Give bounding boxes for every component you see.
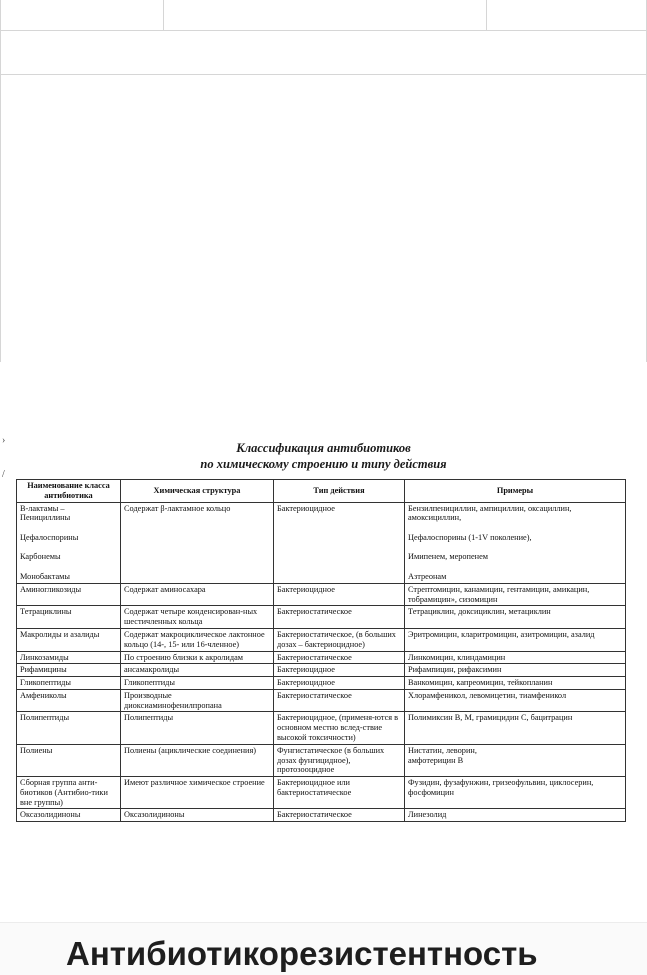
- cell-examples: [405, 606, 626, 629]
- cell-text: Бактериоцидное или бактериостатическое: [277, 778, 352, 797]
- cell-text: Фунгистатическое (в больших дозах фунгицидное), протозооцидное: [277, 745, 385, 775]
- cell-text: Производные диоксиаминофенилпропана: [124, 690, 222, 710]
- cell-text: Гликопептиды: [124, 678, 175, 688]
- cell-structure: [121, 712, 274, 744]
- cell-examples: [405, 809, 626, 822]
- cell-class: [17, 744, 121, 776]
- cell-examples: [405, 651, 626, 664]
- cell-text: Стрептомицин, канамицин, гентамицин, амикацин, тобрамицин», сизомицин: [408, 584, 590, 604]
- cell-action: [274, 502, 405, 583]
- cell-text: Эритромицин, кларитромицин, азитромицин, азалид: [408, 629, 595, 639]
- cell-action: [274, 712, 405, 744]
- cell-text: Линкомицин, клиндамицин: [408, 652, 506, 662]
- cell-class: [17, 664, 121, 677]
- cell-text: Бактериоцидное: [277, 503, 335, 513]
- cell-action: [274, 777, 405, 809]
- cell-examples: [405, 677, 626, 690]
- antibiotics-classification-table: [16, 479, 626, 822]
- table-row: [17, 628, 626, 651]
- cell-text: Полипептиды: [20, 713, 70, 723]
- cell-text: Хлорамфеникол, левомицетин, тиамфеникол: [408, 690, 567, 700]
- cell-text: Рифампицин, рифаксимин: [408, 665, 502, 675]
- cell-class: [17, 628, 121, 651]
- cell-text: Линкозамиды: [20, 652, 69, 662]
- cell-structure: [121, 777, 274, 809]
- table-rule: [0, 30, 647, 31]
- cell-text: Содержат аминосахара: [124, 584, 206, 594]
- cell-text: Бензилпенициллин, ампициллин, оксациллин, амоксициллин, Цефалоспорины (1-1V поколение), Имипенем, меропенем Азтреонам: [408, 503, 572, 582]
- cell-structure: [121, 689, 274, 712]
- table-row: [17, 664, 626, 677]
- cell-examples: [405, 744, 626, 776]
- cell-structure: [121, 583, 274, 606]
- table-row: [17, 712, 626, 744]
- cell-text: Полиены (ациклические соединения): [124, 745, 257, 755]
- section-heading: Антибиотикорезистентность: [66, 935, 538, 972]
- cell-text: Амфениколы: [20, 690, 67, 700]
- table-row: [17, 689, 626, 712]
- cell-action: [274, 809, 405, 822]
- cell-text: Бактериостатическое: [277, 690, 352, 700]
- cell-text: Аминогликозиды: [20, 584, 82, 594]
- cell-text: Содержат макроциклическое лактонное кольцо (14-, 15- или 16-членное): [124, 629, 265, 649]
- cell-structure: [121, 664, 274, 677]
- cell-class: [17, 712, 121, 744]
- cell-structure: [121, 677, 274, 690]
- cell-action: [274, 744, 405, 776]
- scan-mark: /: [2, 469, 5, 480]
- cell-class: [17, 809, 121, 822]
- cell-text: Макролиды и азалиды: [20, 629, 100, 639]
- empty-table-frame: [0, 0, 647, 362]
- cell-text: Полипептиды: [124, 713, 174, 723]
- cell-structure: [121, 809, 274, 822]
- cell-text: Нистатин, леворин, амфотерицин В: [408, 745, 477, 765]
- cell-text: Бактериостатическое: [277, 810, 352, 820]
- cell-examples: [405, 712, 626, 744]
- cell-text: ансамакролиды: [124, 665, 180, 675]
- cell-action: [274, 628, 405, 651]
- table-row: [17, 502, 626, 583]
- header-examples: Примеры: [405, 480, 626, 503]
- cell-text: Бактериостатическое, (в больших дозах – бактериоцидное): [277, 629, 396, 649]
- cell-text: Линезолид: [408, 810, 447, 820]
- cell-text: Бактериостатическое: [277, 652, 352, 662]
- cell-class: [17, 502, 121, 583]
- header-chemical-structure: Химическая структура: [121, 480, 274, 503]
- cell-class: [17, 583, 121, 606]
- cell-action: [274, 651, 405, 664]
- cell-action: [274, 664, 405, 677]
- cell-text: Имеют различное химическое строение: [124, 778, 265, 788]
- table-rule: [0, 74, 647, 75]
- table-row: [17, 744, 626, 776]
- next-slide-band: [0, 922, 647, 975]
- cell-text: Бактериоцидное: [277, 584, 335, 594]
- cell-text: Бактериоцидное: [277, 678, 335, 688]
- table-header-row: [17, 480, 626, 503]
- table-row: [17, 651, 626, 664]
- cell-text: Бактериоцидное: [277, 665, 335, 675]
- table-row: [17, 583, 626, 606]
- cell-structure: [121, 628, 274, 651]
- scan-mark: ›: [2, 435, 6, 446]
- cell-action: [274, 583, 405, 606]
- cell-text: Бактериостатическое: [277, 607, 352, 617]
- table-row: [17, 777, 626, 809]
- cell-examples: [405, 777, 626, 809]
- cell-class: [17, 689, 121, 712]
- cell-examples: [405, 583, 626, 606]
- cell-structure: [121, 651, 274, 664]
- table-rule: [0, 0, 1, 362]
- cell-text: Тетрациклин, доксициклин, метациклин: [408, 607, 551, 617]
- table-row: [17, 677, 626, 690]
- cell-structure: [121, 606, 274, 629]
- cell-text: Оксазолидиноны: [124, 810, 185, 820]
- document-subtitle: по химическому строению и типу действия: [200, 457, 447, 471]
- cell-examples: [405, 689, 626, 712]
- cell-text: B-лактамы – Пенициллины Цефалоспорины Карбонемы Монобактамы: [20, 503, 79, 582]
- cell-examples: [405, 664, 626, 677]
- cell-structure: [121, 502, 274, 583]
- cell-text: Полиены: [20, 745, 53, 755]
- cell-text: Тетрациклины: [20, 607, 72, 617]
- scanned-page: [0, 362, 647, 922]
- document-title: Классификация антибиотиков: [236, 441, 411, 455]
- header-action-type: Тип действия: [274, 480, 405, 503]
- cell-text: Содержат четыре конденсирован-ных шестичленных кольца: [124, 607, 258, 627]
- table-rule: [486, 0, 487, 30]
- cell-examples: [405, 502, 626, 583]
- cell-text: Гликопептиды: [20, 678, 71, 688]
- cell-text: Полимиксин В, М, грамицидин С, бацитрацин: [408, 713, 573, 723]
- cell-class: [17, 677, 121, 690]
- cell-examples: [405, 628, 626, 651]
- cell-class: [17, 777, 121, 809]
- cell-text: Оксазолидиноны: [20, 810, 81, 820]
- cell-text: Рифамицины: [20, 665, 67, 675]
- cell-text: Содержат β-лактамное кольцо: [124, 503, 231, 513]
- cell-action: [274, 689, 405, 712]
- cell-class: [17, 606, 121, 629]
- cell-action: [274, 606, 405, 629]
- table-row: [17, 809, 626, 822]
- header-class-name: Наименование класса антибиотика: [17, 480, 121, 503]
- cell-text: Ванкомицин, капреомицин, тейкопланин: [408, 678, 553, 688]
- table-rule: [163, 0, 164, 30]
- cell-text: Бактериоцидное, (применя-ются в основном местно вслед-ствие высокой токсичности): [277, 713, 399, 742]
- cell-text: Фузидин, фузафунжин, гризеофульвин, циклосерин, фосфомицин: [408, 778, 594, 797]
- cell-class: [17, 651, 121, 664]
- cell-text: По строению близки к акролидам: [124, 652, 244, 662]
- table-row: [17, 606, 626, 629]
- cell-action: [274, 677, 405, 690]
- cell-structure: [121, 744, 274, 776]
- cell-text: Сборная группа анти-биотиков (Антибио-тики вне группы): [20, 778, 108, 807]
